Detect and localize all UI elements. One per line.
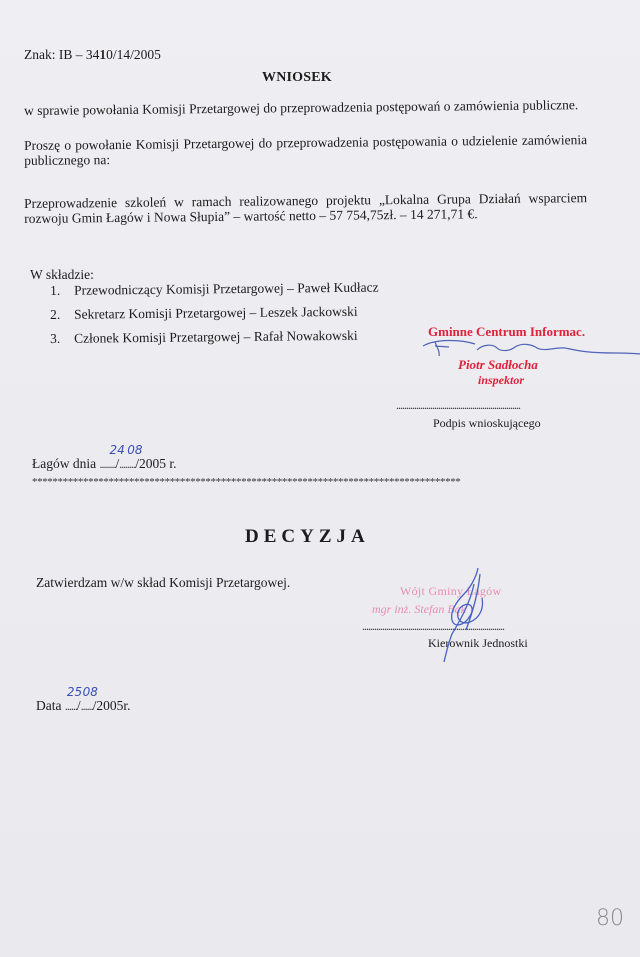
page-number: 80 [596,906,624,931]
reference-suffix: 0/14/2005 [106,47,161,62]
decision-date [36,685,131,714]
member-number: 3. [50,330,61,346]
handwritten-day: 24 [109,443,125,457]
applicant-stamp-name: Piotr Sadłocha [458,357,538,372]
day-dots: ...... [64,699,77,713]
date-separator: / [115,456,120,471]
handwritten-month: 08 [127,443,143,457]
approver-stamp-name: mgr inż. Stefan Bąk [372,602,466,616]
member-item [50,280,379,299]
approver-signature-label: Kierownik Jednostki [428,636,528,650]
scope-paragraph: Przeprowadzenie szkoleń w ramach realizowanego projektu „Lokalna Grupa Działań wsparciem rozwoju Gmin Łagów i Nowa Słupia” – wartość netto – 57 754,75zł. – 14 271,71 €. [24,190,588,226]
reference-prefix: Znak: IB – 34 [24,47,100,62]
reference-handwritten-correction: 1 [99,47,107,62]
member-text: Członek Komisji Przetargowej – Rafał Nowakowski [73,327,358,346]
member-item [50,304,358,323]
document-title: WNIOSEK [262,70,332,85]
approver-stamp-office: Wójt Gminy Łagów [400,584,502,598]
request-paragraph: Proszę o powołanie Komisji Przetargowej do przeprowadzenia postępowania o udzielenie zamówienia publicznego na: [24,132,588,168]
member-number: 1. [50,282,61,298]
member-text: Przewodniczący Komisji Przetargowej – Paweł Kudłacz [73,279,379,298]
composition-label: W składzie: [30,267,94,282]
request-date [32,443,177,472]
request-date-month [119,443,143,472]
handwritten-day: 25 [66,685,83,699]
section-separator: ************************************************************************************ [32,476,461,488]
handwritten-month: 08 [82,685,98,699]
applicant-signature-line: .............................................................. [396,398,520,412]
request-date-suffix: /2005 r. [135,456,177,471]
request-date-day [99,443,125,472]
day-dots: ........ [99,457,116,471]
member-item [50,328,358,347]
decision-date-suffix: /2005r. [92,698,131,713]
decision-date-prefix: Data [36,698,65,713]
decision-title: DECYZJA [245,526,370,547]
month-dots: ...... [80,699,93,713]
applicant-signature-label: Podpis wnioskującego [433,416,541,430]
member-text: Sekretarz Komisji Przetargowej – Leszek Jackowski [73,303,358,322]
request-date-prefix: Łagów dnia [32,456,100,471]
date-separator: / [76,698,81,713]
decision-text: Zatwierdzam w/w skład Komisji Przetargowej. [36,575,291,590]
applicant-stamp-institution: Gminne Centrum Informac. [428,324,586,339]
decision-date-month [80,685,98,714]
approver-signature-line: ....................................................................... [362,619,504,633]
applicant-stamp-role: inspektor [478,373,525,387]
member-number: 2. [50,306,61,322]
month-dots: ........ [119,457,136,471]
decision-date-day [64,685,83,714]
subject-paragraph: w sprawie powołania Komisji Przetargowej do przeprowadzenia postępowań o zamówienia publiczne. [24,97,579,118]
reference-number [24,47,161,63]
